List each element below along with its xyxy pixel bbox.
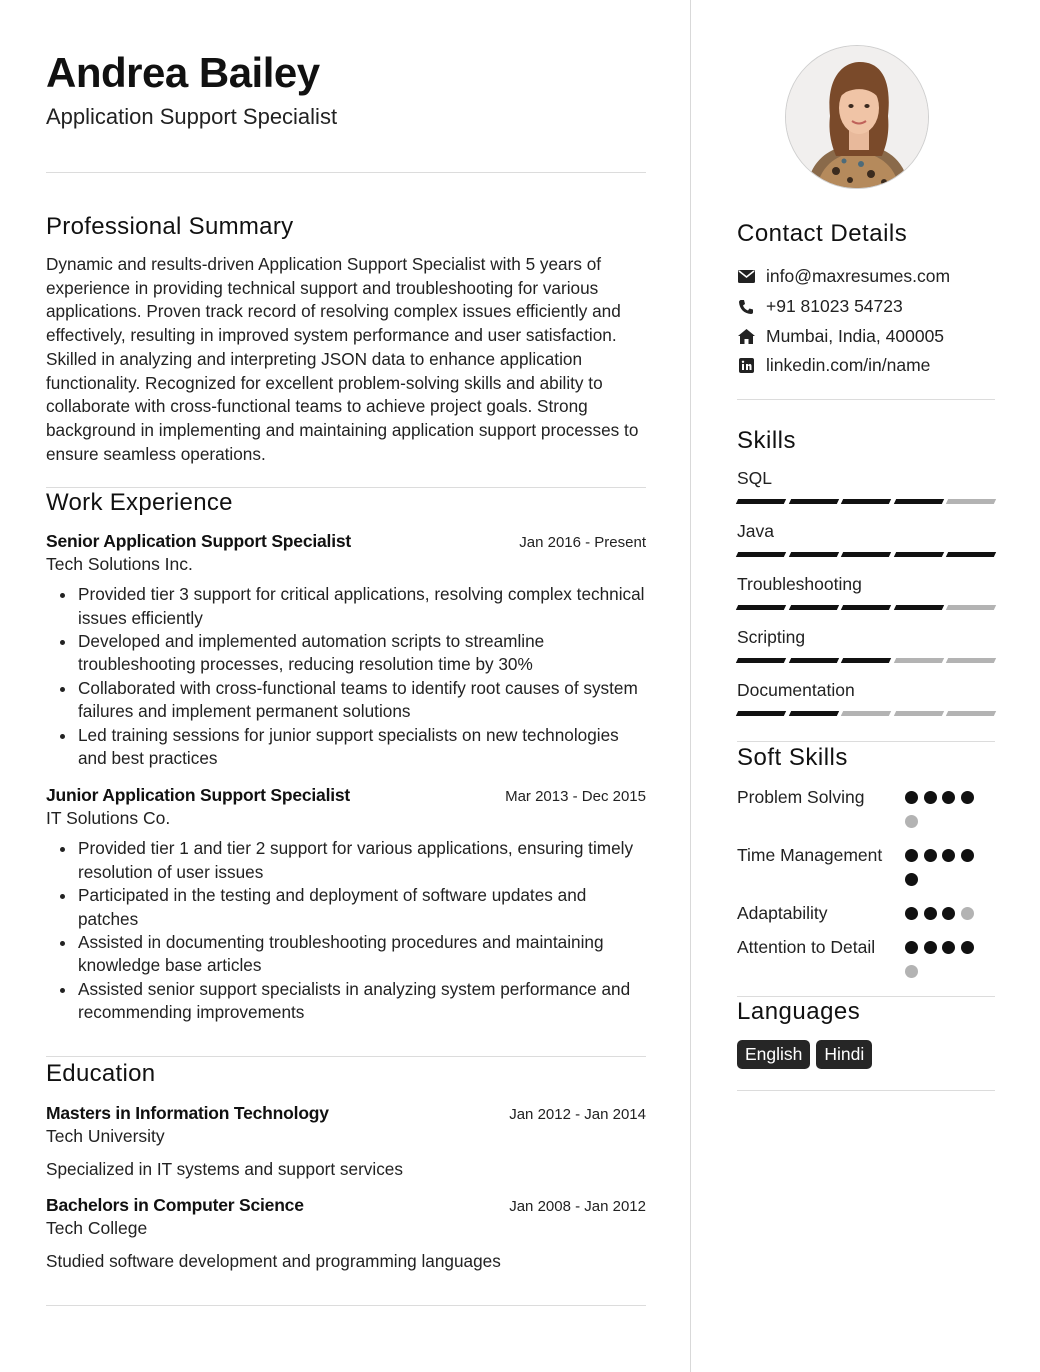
soft-skill-rating [905, 843, 985, 897]
contact-address [737, 321, 995, 351]
rating-dot [905, 815, 918, 828]
job-bullet: Assisted in documenting troubleshooting procedures and maintaining knowledge base articles [78, 931, 646, 977]
skill-level-segment [894, 658, 944, 663]
skill-item [737, 627, 995, 663]
soft-skill-item [737, 785, 995, 839]
degree: Bachelors in Computer Science [46, 1194, 304, 1215]
soft-skill-name: Attention to Detail [737, 936, 876, 957]
candidate-name: Andrea Bailey [46, 49, 320, 96]
language-pill: Hindi [816, 1040, 872, 1069]
skill-level-segment [788, 499, 838, 504]
divider [737, 996, 995, 997]
divider [737, 741, 995, 742]
skill-name: Java [737, 520, 774, 541]
soft-skill-rating [905, 785, 985, 839]
skill-level-bar [737, 711, 995, 716]
skill-level-segment [736, 658, 786, 663]
skill-name: Scripting [737, 626, 806, 647]
divider [737, 399, 995, 400]
skill-level-segment [841, 552, 891, 557]
summary-text: Dynamic and results-driven Application Support Specialist with 5 years of experience in providing technical support and troubleshooting for various applications. Proven track record of resolving complex issues efficiently and effectively, resulting in improved system performance and user satisfaction. Skilled in analyzing and interpreting JSON data to enhance application functionality. Recognized for excellent problem-solving skills and ability to collaborate with cross-functional teams to achieve project goals. Strong background in implementing and maintaining application support processes to ensure seamless operations. [46, 254, 639, 464]
home-icon [737, 327, 755, 345]
soft-skill-item [737, 901, 995, 931]
skill-level-segment [946, 605, 996, 610]
job-entry [46, 785, 646, 1024]
skill-level-segment [788, 711, 838, 716]
rating-dot [905, 941, 918, 954]
skill-level-segment [841, 499, 891, 504]
contact-phone-text: +91 81023 54723 [766, 296, 903, 317]
rating-dot [905, 965, 918, 978]
skill-name: Troubleshooting [737, 573, 862, 594]
education-entry [46, 1195, 646, 1272]
skills-title: Skills [737, 426, 797, 454]
education-date: Jan 2008 - Jan 2012 [509, 1197, 646, 1215]
skill-item [737, 574, 995, 610]
contact-address-text: Mumbai, India, 400005 [766, 325, 945, 346]
rating-dot [924, 907, 937, 920]
degree: Masters in Information Technology [46, 1102, 329, 1123]
soft-skills-title: Soft Skills [737, 743, 848, 771]
job-company: IT Solutions Co. [46, 808, 171, 829]
skill-item [737, 521, 995, 557]
rating-dot [924, 791, 937, 804]
rating-dot [961, 849, 974, 862]
summary-title: Professional Summary [46, 213, 294, 240]
divider [46, 487, 646, 488]
job-bullet: Led training sessions for junior support specialists on new technologies and best practices [78, 724, 646, 770]
job-bullet: Participated in the testing and deployment of software updates and patches [78, 884, 646, 930]
skill-level-segment [736, 552, 786, 557]
contact-email-text: info@maxresumes.com [766, 266, 951, 287]
job-date: Mar 2013 - Dec 2015 [505, 788, 646, 806]
contact-title: Contact Details [737, 220, 908, 247]
phone-icon [737, 298, 755, 316]
education-date: Jan 2012 - Jan 2014 [509, 1105, 646, 1123]
rating-dot [905, 873, 918, 886]
soft-skill-name: Problem Solving [737, 786, 865, 807]
languages-list [737, 1040, 995, 1069]
skill-level-segment [946, 552, 996, 557]
profile-photo [785, 45, 929, 189]
skill-level-segment [788, 552, 838, 557]
contact-email[interactable] [737, 262, 995, 292]
soft-skills-list [737, 785, 995, 989]
skill-level-segment [841, 711, 891, 716]
job-bullets [46, 837, 646, 1024]
job-bullet: Provided tier 3 support for critical applications, resolving complex technical issues efficiently [78, 583, 646, 629]
skill-level-bar [737, 499, 995, 504]
soft-skill-rating [905, 935, 985, 989]
skill-level-segment [788, 658, 838, 663]
education-desc: Specialized in IT systems and support services [46, 1158, 403, 1179]
school: Tech College [46, 1217, 148, 1238]
rating-dot [924, 849, 937, 862]
skill-level-segment [946, 658, 996, 663]
column-divider [690, 0, 691, 1372]
soft-skill-rating [905, 901, 985, 931]
skill-name: SQL [737, 467, 773, 488]
experience-title: Work Experience [46, 489, 233, 517]
job-date: Jan 2016 - Present [519, 534, 646, 552]
skill-level-segment [788, 605, 838, 610]
skill-name: Documentation [737, 679, 855, 700]
skill-level-segment [736, 711, 786, 716]
rating-dot [942, 791, 955, 804]
contact-linkedin[interactable] [737, 351, 995, 381]
rating-dot [942, 907, 955, 920]
job-title: Junior Application Support Specialist [46, 785, 351, 806]
rating-dot [905, 907, 918, 920]
skill-level-segment [894, 711, 944, 716]
skill-level-segment [894, 499, 944, 504]
divider [737, 1090, 995, 1091]
job-bullet: Assisted senior support specialists in analyzing system performance and recommending improvements [78, 978, 646, 1024]
divider [46, 1056, 646, 1057]
skill-level-segment [894, 552, 944, 557]
school: Tech University [46, 1125, 165, 1146]
soft-skill-item [737, 935, 995, 989]
skill-level-bar [737, 658, 995, 663]
soft-skill-item [737, 843, 995, 897]
skill-level-bar [737, 552, 995, 557]
languages-title: Languages [737, 997, 861, 1025]
education-entry [46, 1103, 646, 1180]
rating-dot [905, 849, 918, 862]
skill-level-bar [737, 605, 995, 610]
contact-linkedin-text: linkedin.com/in/name [766, 355, 931, 376]
rating-dot [961, 791, 974, 804]
skill-level-segment [736, 499, 786, 504]
rating-dot [961, 941, 974, 954]
skill-level-segment [736, 605, 786, 610]
rating-dot [942, 941, 955, 954]
candidate-role: Application Support Specialist [46, 104, 338, 129]
envelope-icon [737, 268, 755, 286]
education-desc: Studied software development and programming languages [46, 1250, 501, 1271]
skills-list [737, 468, 995, 716]
skill-level-segment [841, 658, 891, 663]
rating-dot [924, 941, 937, 954]
job-bullet: Provided tier 1 and tier 2 support for various applications, ensuring timely resolution of user issues [78, 837, 646, 883]
main-column [46, 40, 646, 1306]
skill-level-segment [894, 605, 944, 610]
rating-dot [905, 791, 918, 804]
job-company: Tech Solutions Inc. [46, 554, 193, 575]
job-bullet: Collaborated with cross-functional teams to identify root causes of system failures and implement permanent solutions [78, 677, 646, 723]
skill-item [737, 680, 995, 716]
linkedin-icon [737, 357, 755, 375]
rating-dot [942, 849, 955, 862]
divider [46, 172, 646, 173]
job-title: Senior Application Support Specialist [46, 531, 352, 552]
contact-phone[interactable] [737, 292, 995, 322]
soft-skill-name: Adaptability [737, 902, 828, 923]
job-bullets [46, 583, 646, 770]
rating-dot [961, 907, 974, 920]
skill-item [737, 468, 995, 504]
skill-level-segment [841, 605, 891, 610]
soft-skill-name: Time Management [737, 844, 883, 865]
skill-level-segment [946, 711, 996, 716]
education-title: Education [46, 1059, 156, 1087]
skill-level-segment [946, 499, 996, 504]
divider [46, 1305, 646, 1306]
portrait-image [786, 46, 929, 189]
job-bullet: Developed and implemented automation scripts to streamline troubleshooting processes, reducing resolution time by 30% [78, 630, 646, 676]
job-entry [46, 531, 646, 770]
language-pill: English [737, 1040, 810, 1069]
